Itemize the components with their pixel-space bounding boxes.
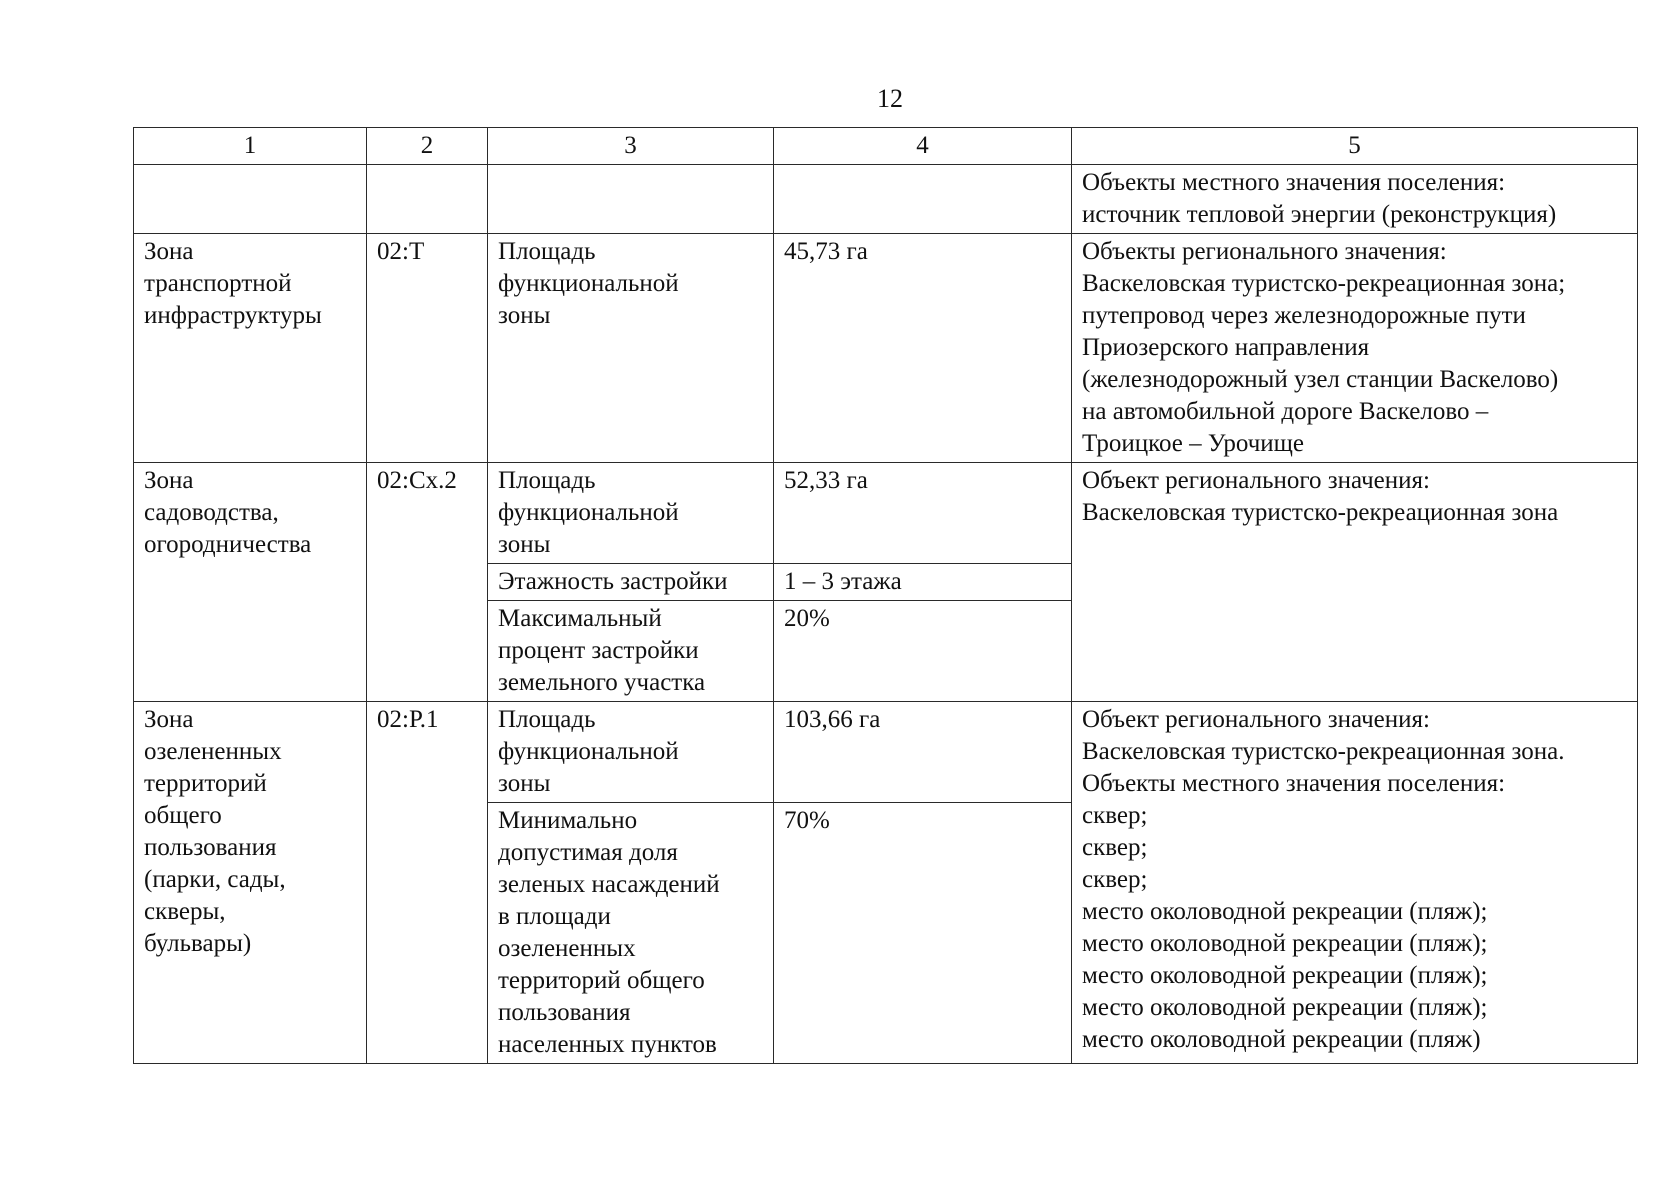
- cell-value: 52,33 га: [774, 463, 1072, 564]
- cell-objects: Объекты местного значения поселения: источник тепловой энергии (реконструкция): [1072, 165, 1638, 234]
- table-row-continued: [134, 165, 1638, 234]
- cell-zone-name: Зона транспортной инфраструктуры: [134, 234, 367, 463]
- cell-objects: Объект регионального значения: Васкеловская туристско-рекреационная зона. Объекты местного значения поселения: сквер; сквер; сквер; место околоводной рекреации (пляж); место околоводной рекреации (пляж); место околоводной рекреации (пляж); место околоводной рекреации (пляж); место околоводной рекреации (пляж): [1072, 702, 1638, 1064]
- page-number: 12: [877, 84, 903, 113]
- header-col-5: 5: [1072, 128, 1638, 165]
- cell-param: Площадь функциональной зоны: [488, 463, 774, 564]
- cell-param: Площадь функциональной зоны: [488, 702, 774, 803]
- cell-param: Максимальный процент застройки земельного участка: [488, 601, 774, 702]
- table-row-green: [134, 702, 1638, 803]
- cell-empty: [774, 165, 1072, 234]
- cell-zone-code: 02:Сх.2: [367, 463, 488, 702]
- cell-zone-code: 02:Т: [367, 234, 488, 463]
- cell-value: 1 – 3 этажа: [774, 564, 1072, 601]
- cell-empty: [367, 165, 488, 234]
- header-col-3: 3: [488, 128, 774, 165]
- cell-param: Минимально допустимая доля зеленых насаждений в площади озелененных территорий общего пользования населенных пунктов: [488, 803, 774, 1064]
- header-col-1: 1: [134, 128, 367, 165]
- cell-zone-name: Зона садоводства, огородничества: [134, 463, 367, 702]
- cell-param: Площадь функциональной зоны: [488, 234, 774, 463]
- cell-param: Этажность застройки: [488, 564, 774, 601]
- cell-objects: Объекты регионального значения: Васкеловская туристско-рекреационная зона; путепровод через железнодорожные пути Приозерского направления (железнодорожный узел станции Васкелово) на автомобильной дороге Васкелово – Троицкое – Урочище: [1072, 234, 1638, 463]
- cell-value: 103,66 га: [774, 702, 1072, 803]
- cell-value: 45,73 га: [774, 234, 1072, 463]
- cell-zone-code: 02:Р.1: [367, 702, 488, 1064]
- cell-zone-name: Зона озелененных территорий общего пользования (парки, сады, скверы, бульвары): [134, 702, 367, 1064]
- table-row-transport: [134, 234, 1638, 463]
- cell-objects: Объект регионального значения: Васкеловская туристско-рекреационная зона: [1072, 463, 1638, 702]
- zones-table: [133, 127, 1638, 1064]
- cell-value: 20%: [774, 601, 1072, 702]
- header-row: [134, 128, 1638, 165]
- cell-empty: [488, 165, 774, 234]
- cell-value: 70%: [774, 803, 1072, 1064]
- header-col-4: 4: [774, 128, 1072, 165]
- header-col-2: 2: [367, 128, 488, 165]
- table-row-garden: [134, 463, 1638, 564]
- cell-empty: [134, 165, 367, 234]
